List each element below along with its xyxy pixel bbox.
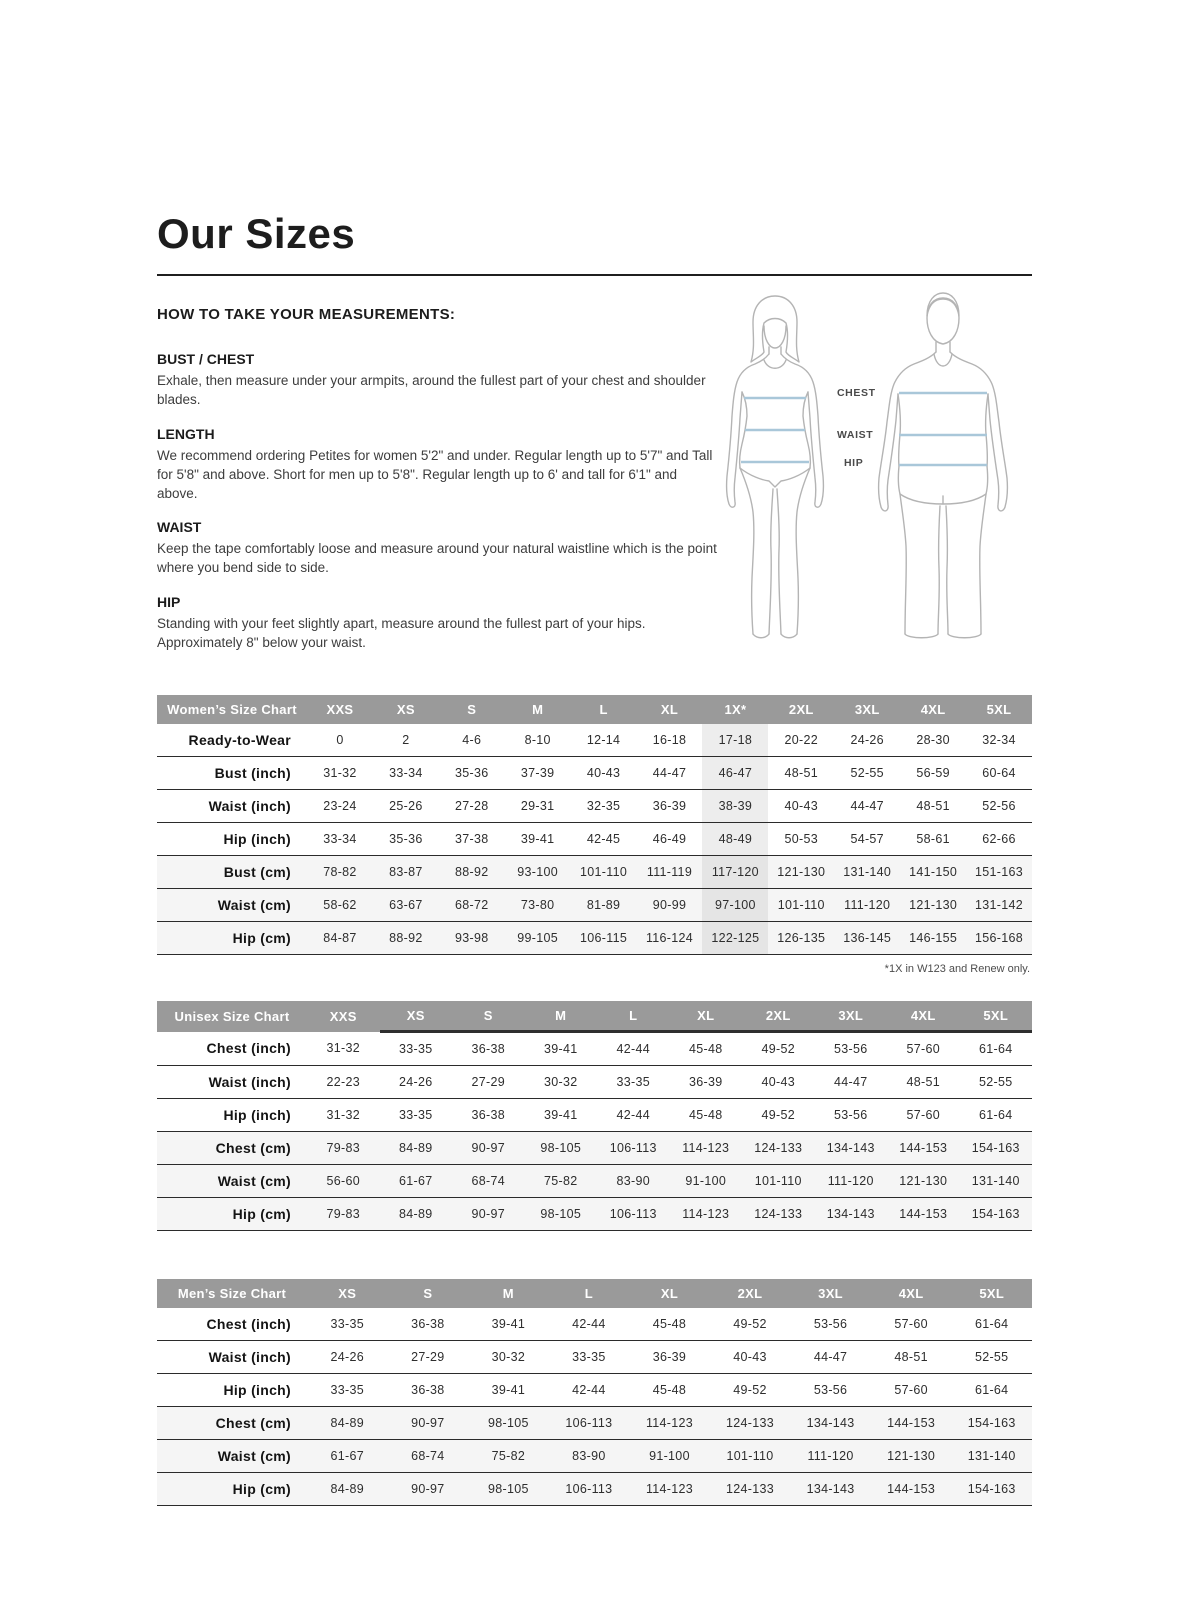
table-row xyxy=(157,1198,1032,1231)
size-cell: 131-140 xyxy=(960,1165,1033,1198)
size-cell: 79-83 xyxy=(307,1198,380,1231)
size-cell: 106-113 xyxy=(597,1132,670,1165)
body-measurement-diagram xyxy=(718,290,1032,646)
size-column-header: 5XL xyxy=(960,1001,1033,1032)
size-column-header: 2XL xyxy=(742,1001,815,1032)
size-column-header: L xyxy=(571,695,637,724)
size-cell: 33-35 xyxy=(380,1032,453,1066)
size-cell: 124-133 xyxy=(710,1407,791,1440)
row-label: Chest (cm) xyxy=(157,1407,307,1440)
table-row xyxy=(157,856,1032,889)
size-cell: 2 xyxy=(373,724,439,757)
size-cell: 90-97 xyxy=(452,1198,525,1231)
instruction-title: HIP xyxy=(157,594,181,611)
size-cell: 97-100 xyxy=(702,889,768,922)
size-cell: 27-29 xyxy=(452,1066,525,1099)
size-cell: 36-39 xyxy=(670,1066,743,1099)
size-cell: 31-32 xyxy=(307,1099,380,1132)
size-cell: 90-97 xyxy=(452,1132,525,1165)
title-divider xyxy=(157,274,1032,276)
size-column-header: 5XL xyxy=(951,1279,1032,1308)
size-cell: 91-100 xyxy=(629,1440,710,1473)
size-cell: 48-51 xyxy=(871,1341,952,1374)
size-cell: 44-47 xyxy=(815,1066,888,1099)
size-column-header: M xyxy=(525,1001,598,1032)
size-cell: 39-41 xyxy=(468,1374,549,1407)
size-cell: 24-26 xyxy=(380,1066,453,1099)
size-cell: 58-61 xyxy=(900,823,966,856)
size-cell: 44-47 xyxy=(790,1341,871,1374)
table-title: Women’s Size Chart xyxy=(157,695,307,724)
row-label: Chest (inch) xyxy=(157,1032,307,1066)
size-cell: 124-133 xyxy=(710,1473,791,1506)
size-column-header: 5XL xyxy=(966,695,1032,724)
size-cell: 124-133 xyxy=(742,1132,815,1165)
size-cell: 83-87 xyxy=(373,856,439,889)
measurement-instructions xyxy=(157,306,718,669)
size-column-header: XL xyxy=(637,695,703,724)
size-cell: 35-36 xyxy=(373,823,439,856)
size-cell: 33-35 xyxy=(380,1099,453,1132)
size-column-header: XS xyxy=(373,695,439,724)
table-row xyxy=(157,1132,1032,1165)
row-label: Waist (inch) xyxy=(157,1066,307,1099)
size-cell: 49-52 xyxy=(710,1308,791,1341)
size-cell: 101-110 xyxy=(742,1165,815,1198)
size-cell: 45-48 xyxy=(629,1374,710,1407)
size-cell: 131-140 xyxy=(951,1440,1032,1473)
size-cell: 101-110 xyxy=(571,856,637,889)
size-table xyxy=(157,1279,1032,1506)
size-cell: 61-67 xyxy=(380,1165,453,1198)
waist-label: WAIST xyxy=(837,429,874,441)
size-cell: 114-123 xyxy=(629,1407,710,1440)
size-cell: 106-113 xyxy=(597,1198,670,1231)
size-cell: 36-38 xyxy=(452,1099,525,1132)
instruction-title: BUST / CHEST xyxy=(157,351,255,367)
size-column-header: 4XL xyxy=(900,695,966,724)
table-row xyxy=(157,922,1032,955)
size-cell: 154-163 xyxy=(951,1407,1032,1440)
size-cell: 106-113 xyxy=(549,1473,630,1506)
size-cell: 141-150 xyxy=(900,856,966,889)
size-cell: 111-120 xyxy=(815,1165,888,1198)
size-cell: 121-130 xyxy=(887,1165,960,1198)
size-cell: 36-38 xyxy=(388,1374,469,1407)
size-table xyxy=(157,1001,1032,1231)
size-column-header: XS xyxy=(380,1001,453,1032)
size-cell: 146-155 xyxy=(900,922,966,955)
size-cell: 154-163 xyxy=(960,1132,1033,1165)
size-cell: 24-26 xyxy=(307,1341,388,1374)
table-title: Unisex Size Chart xyxy=(157,1001,307,1032)
row-label: Bust (cm) xyxy=(157,856,307,889)
size-cell: 39-41 xyxy=(505,823,571,856)
size-cell: 44-47 xyxy=(834,790,900,823)
size-cell: 121-130 xyxy=(768,856,834,889)
size-column-header: 4XL xyxy=(887,1001,960,1032)
page-title: Our Sizes xyxy=(157,210,356,257)
size-cell: 33-34 xyxy=(307,823,373,856)
size-cell: 39-41 xyxy=(468,1308,549,1341)
size-cell: 0 xyxy=(307,724,373,757)
size-cell: 39-41 xyxy=(525,1099,598,1132)
size-cell: 52-55 xyxy=(834,757,900,790)
womens-size-chart xyxy=(157,695,1032,975)
size-cell: 134-143 xyxy=(815,1198,888,1231)
size-column-header: XXS xyxy=(307,1001,380,1032)
size-cell: 4-6 xyxy=(439,724,505,757)
instruction-text: Keep the tape comfortably loose and measure around your natural waistline which is the point where you bend side to side. xyxy=(157,541,717,576)
size-cell: 48-51 xyxy=(900,790,966,823)
row-label: Waist (inch) xyxy=(157,1341,307,1374)
size-cell: 111-120 xyxy=(834,889,900,922)
size-cell: 29-31 xyxy=(505,790,571,823)
row-label: Hip (inch) xyxy=(157,1099,307,1132)
size-cell: 91-100 xyxy=(670,1165,743,1198)
table-row xyxy=(157,889,1032,922)
size-cell: 75-82 xyxy=(525,1165,598,1198)
size-cell: 23-24 xyxy=(307,790,373,823)
size-cell: 24-26 xyxy=(834,724,900,757)
size-cell: 40-43 xyxy=(571,757,637,790)
size-cell: 48-51 xyxy=(768,757,834,790)
size-cell: 42-44 xyxy=(597,1032,670,1066)
hip-label: HIP xyxy=(844,457,864,469)
size-cell: 49-52 xyxy=(742,1099,815,1132)
size-column-header: XXS xyxy=(307,695,373,724)
table-row xyxy=(157,1099,1032,1132)
size-cell: 79-83 xyxy=(307,1132,380,1165)
row-label: Waist (cm) xyxy=(157,889,307,922)
size-cell: 73-80 xyxy=(505,889,571,922)
size-cell: 57-60 xyxy=(887,1032,960,1066)
size-cell: 83-90 xyxy=(549,1440,630,1473)
size-cell: 27-28 xyxy=(439,790,505,823)
size-cell: 84-89 xyxy=(380,1198,453,1231)
table-row xyxy=(157,1341,1032,1374)
size-cell: 17-18 xyxy=(702,724,768,757)
table-row xyxy=(157,1066,1032,1099)
size-cell: 90-97 xyxy=(388,1473,469,1506)
table-row xyxy=(157,1473,1032,1506)
size-column-header: XS xyxy=(307,1279,388,1308)
size-cell: 114-123 xyxy=(670,1198,743,1231)
size-column-header: 2XL xyxy=(768,695,834,724)
table-row xyxy=(157,1374,1032,1407)
size-cell: 116-124 xyxy=(637,922,703,955)
size-cell: 114-123 xyxy=(629,1473,710,1506)
chest-label: CHEST xyxy=(837,387,876,399)
size-cell: 45-48 xyxy=(629,1308,710,1341)
instruction-title: LENGTH xyxy=(157,425,215,442)
size-column-header: L xyxy=(549,1279,630,1308)
table-footnote: *1X in W123 and Renew only. xyxy=(884,963,1030,976)
size-cell: 32-35 xyxy=(571,790,637,823)
size-cell: 144-153 xyxy=(871,1473,952,1506)
size-cell: 101-110 xyxy=(710,1440,791,1473)
size-cell: 131-140 xyxy=(834,856,900,889)
size-cell: 45-48 xyxy=(670,1032,743,1066)
size-cell: 36-39 xyxy=(637,790,703,823)
table-row xyxy=(157,724,1032,757)
size-cell: 98-105 xyxy=(525,1132,598,1165)
size-cell: 121-130 xyxy=(871,1440,952,1473)
size-cell: 151-163 xyxy=(966,856,1032,889)
unisex-size-chart xyxy=(157,1001,1032,1231)
size-cell: 62-66 xyxy=(966,823,1032,856)
instruction-text: Exhale, then measure under your armpits, around the fullest part of your chest and shoulder blades. xyxy=(157,373,706,407)
instruction-hip xyxy=(157,594,718,653)
size-column-header: 1X* xyxy=(702,695,768,724)
size-cell: 122-125 xyxy=(702,922,768,955)
size-cell: 8-10 xyxy=(505,724,571,757)
size-cell: 68-74 xyxy=(452,1165,525,1198)
size-cell: 99-105 xyxy=(505,922,571,955)
size-cell: 40-43 xyxy=(742,1066,815,1099)
size-cell: 124-133 xyxy=(742,1198,815,1231)
size-cell: 114-123 xyxy=(670,1132,743,1165)
size-cell: 33-35 xyxy=(597,1066,670,1099)
size-cell: 88-92 xyxy=(373,922,439,955)
measurements-heading: HOW TO TAKE YOUR MEASUREMENTS: xyxy=(157,306,456,323)
size-cell: 31-32 xyxy=(307,1032,380,1066)
size-cell: 117-120 xyxy=(702,856,768,889)
size-cell: 36-39 xyxy=(629,1341,710,1374)
size-cell: 144-153 xyxy=(871,1407,952,1440)
size-cell: 35-36 xyxy=(439,757,505,790)
size-cell: 48-51 xyxy=(887,1066,960,1099)
size-cell: 48-49 xyxy=(702,823,768,856)
size-cell: 83-90 xyxy=(597,1165,670,1198)
size-cell: 20-22 xyxy=(768,724,834,757)
size-cell: 36-38 xyxy=(388,1308,469,1341)
size-column-header: 3XL xyxy=(790,1279,871,1308)
row-label: Bust (inch) xyxy=(157,757,307,790)
size-cell: 12-14 xyxy=(571,724,637,757)
row-label: Hip (inch) xyxy=(157,1374,307,1407)
size-cell: 75-82 xyxy=(468,1440,549,1473)
female-figure-outline xyxy=(727,296,824,638)
row-label: Hip (cm) xyxy=(157,1198,307,1231)
size-cell: 44-47 xyxy=(637,757,703,790)
size-cell: 93-100 xyxy=(505,856,571,889)
table-row xyxy=(157,757,1032,790)
size-cell: 61-67 xyxy=(307,1440,388,1473)
size-cell: 52-55 xyxy=(951,1341,1032,1374)
size-cell: 33-35 xyxy=(549,1341,630,1374)
size-cell: 144-153 xyxy=(887,1198,960,1231)
instruction-title: WAIST xyxy=(157,519,202,536)
size-cell: 32-34 xyxy=(966,724,1032,757)
size-cell: 61-64 xyxy=(960,1099,1033,1132)
size-cell: 30-32 xyxy=(468,1341,549,1374)
size-cell: 111-120 xyxy=(790,1440,871,1473)
size-cell: 98-105 xyxy=(468,1473,549,1506)
size-cell: 61-64 xyxy=(951,1374,1032,1407)
size-cell: 144-153 xyxy=(887,1132,960,1165)
size-cell: 38-39 xyxy=(702,790,768,823)
size-cell: 16-18 xyxy=(637,724,703,757)
size-cell: 57-60 xyxy=(871,1308,952,1341)
size-cell: 154-163 xyxy=(951,1473,1032,1506)
body-figures-illustration xyxy=(718,290,1032,646)
size-cell: 98-105 xyxy=(525,1198,598,1231)
size-cell: 53-56 xyxy=(790,1374,871,1407)
size-cell: 46-49 xyxy=(637,823,703,856)
size-cell: 61-64 xyxy=(960,1032,1033,1066)
size-cell: 154-163 xyxy=(960,1198,1033,1231)
size-cell: 25-26 xyxy=(373,790,439,823)
size-cell: 56-60 xyxy=(307,1165,380,1198)
size-column-header: 3XL xyxy=(834,695,900,724)
size-cell: 31-32 xyxy=(307,757,373,790)
size-cell: 106-115 xyxy=(571,922,637,955)
size-cell: 39-41 xyxy=(525,1032,598,1066)
instruction-text: Standing with your feet slightly apart, measure around the fullest part of your hips. Approximately 8" below your waist. xyxy=(157,616,646,651)
size-cell: 57-60 xyxy=(887,1099,960,1132)
size-cell: 57-60 xyxy=(871,1374,952,1407)
size-cell: 52-56 xyxy=(966,790,1032,823)
row-label: Chest (cm) xyxy=(157,1132,307,1165)
size-cell: 33-35 xyxy=(307,1374,388,1407)
size-cell: 53-56 xyxy=(790,1308,871,1341)
size-cell: 42-44 xyxy=(549,1374,630,1407)
size-cell: 90-99 xyxy=(637,889,703,922)
size-cell: 53-56 xyxy=(815,1099,888,1132)
size-cell: 40-43 xyxy=(768,790,834,823)
table-row xyxy=(157,1407,1032,1440)
size-cell: 156-168 xyxy=(966,922,1032,955)
instruction-bust-chest xyxy=(157,351,718,410)
size-column-header: XL xyxy=(670,1001,743,1032)
size-column-header: S xyxy=(388,1279,469,1308)
table-row xyxy=(157,790,1032,823)
table-title: Men’s Size Chart xyxy=(157,1279,307,1308)
table-row xyxy=(157,1308,1032,1341)
size-cell: 134-143 xyxy=(790,1407,871,1440)
size-cell: 33-35 xyxy=(307,1308,388,1341)
size-cell: 136-145 xyxy=(834,922,900,955)
instruction-text: We recommend ordering Petites for women 5'2" and under. Regular length up to 5'7" and Tall for 5'8" and above. Short for men up to 5'8". Regular length up to 6' and tall for 6'1" and above. xyxy=(157,447,713,501)
size-column-header: 3XL xyxy=(815,1001,888,1032)
mens-size-chart xyxy=(157,1279,1032,1506)
size-cell: 49-52 xyxy=(710,1374,791,1407)
size-cell: 84-89 xyxy=(307,1473,388,1506)
instruction-waist xyxy=(157,519,718,578)
size-cell: 84-89 xyxy=(307,1407,388,1440)
measurements-section xyxy=(157,306,1032,669)
size-cell: 111-119 xyxy=(637,856,703,889)
size-cell: 63-67 xyxy=(373,889,439,922)
size-cell: 49-52 xyxy=(742,1032,815,1066)
size-cell: 36-38 xyxy=(452,1032,525,1066)
size-column-header: XL xyxy=(629,1279,710,1308)
size-cell: 46-47 xyxy=(702,757,768,790)
size-cell: 126-135 xyxy=(768,922,834,955)
size-column-header: S xyxy=(439,695,505,724)
size-cell: 22-23 xyxy=(307,1066,380,1099)
size-cell: 50-53 xyxy=(768,823,834,856)
size-cell: 37-39 xyxy=(505,757,571,790)
size-cell: 42-44 xyxy=(597,1099,670,1132)
size-cell: 54-57 xyxy=(834,823,900,856)
row-label: Waist (cm) xyxy=(157,1165,307,1198)
size-cell: 88-92 xyxy=(439,856,505,889)
instruction-length xyxy=(157,426,718,504)
row-label: Hip (cm) xyxy=(157,1473,307,1506)
size-cell: 84-89 xyxy=(380,1132,453,1165)
size-cell: 27-29 xyxy=(388,1341,469,1374)
size-column-header: L xyxy=(597,1001,670,1032)
table-row xyxy=(157,823,1032,856)
table-row xyxy=(157,1440,1032,1473)
row-label: Waist (inch) xyxy=(157,790,307,823)
size-cell: 106-113 xyxy=(549,1407,630,1440)
size-column-header: M xyxy=(468,1279,549,1308)
row-label: Chest (inch) xyxy=(157,1308,307,1341)
size-cell: 52-55 xyxy=(960,1066,1033,1099)
size-cell: 60-64 xyxy=(966,757,1032,790)
row-label: Ready-to-Wear xyxy=(157,724,307,757)
size-cell: 93-98 xyxy=(439,922,505,955)
size-cell: 37-38 xyxy=(439,823,505,856)
row-label: Hip (cm) xyxy=(157,922,307,955)
size-cell: 33-34 xyxy=(373,757,439,790)
row-label: Waist (cm) xyxy=(157,1440,307,1473)
size-cell: 68-72 xyxy=(439,889,505,922)
size-cell: 28-30 xyxy=(900,724,966,757)
table-row xyxy=(157,1032,1032,1066)
size-cell: 68-74 xyxy=(388,1440,469,1473)
size-cell: 134-143 xyxy=(790,1473,871,1506)
size-column-header: M xyxy=(505,695,571,724)
size-table xyxy=(157,695,1032,955)
size-column-header: 4XL xyxy=(871,1279,952,1308)
size-cell: 58-62 xyxy=(307,889,373,922)
size-cell: 42-44 xyxy=(549,1308,630,1341)
size-cell: 40-43 xyxy=(710,1341,791,1374)
table-row xyxy=(157,1165,1032,1198)
size-cell: 78-82 xyxy=(307,856,373,889)
row-label: Hip (inch) xyxy=(157,823,307,856)
size-cell: 53-56 xyxy=(815,1032,888,1066)
size-cell: 42-45 xyxy=(571,823,637,856)
size-cell: 121-130 xyxy=(900,889,966,922)
size-column-header: 2XL xyxy=(710,1279,791,1308)
size-cell: 81-89 xyxy=(571,889,637,922)
size-cell: 84-87 xyxy=(307,922,373,955)
size-cell: 98-105 xyxy=(468,1407,549,1440)
size-cell: 131-142 xyxy=(966,889,1032,922)
size-cell: 45-48 xyxy=(670,1099,743,1132)
size-cell: 56-59 xyxy=(900,757,966,790)
size-cell: 61-64 xyxy=(951,1308,1032,1341)
size-cell: 101-110 xyxy=(768,889,834,922)
size-cell: 134-143 xyxy=(815,1132,888,1165)
size-cell: 90-97 xyxy=(388,1407,469,1440)
size-cell: 30-32 xyxy=(525,1066,598,1099)
size-column-header: S xyxy=(452,1001,525,1032)
